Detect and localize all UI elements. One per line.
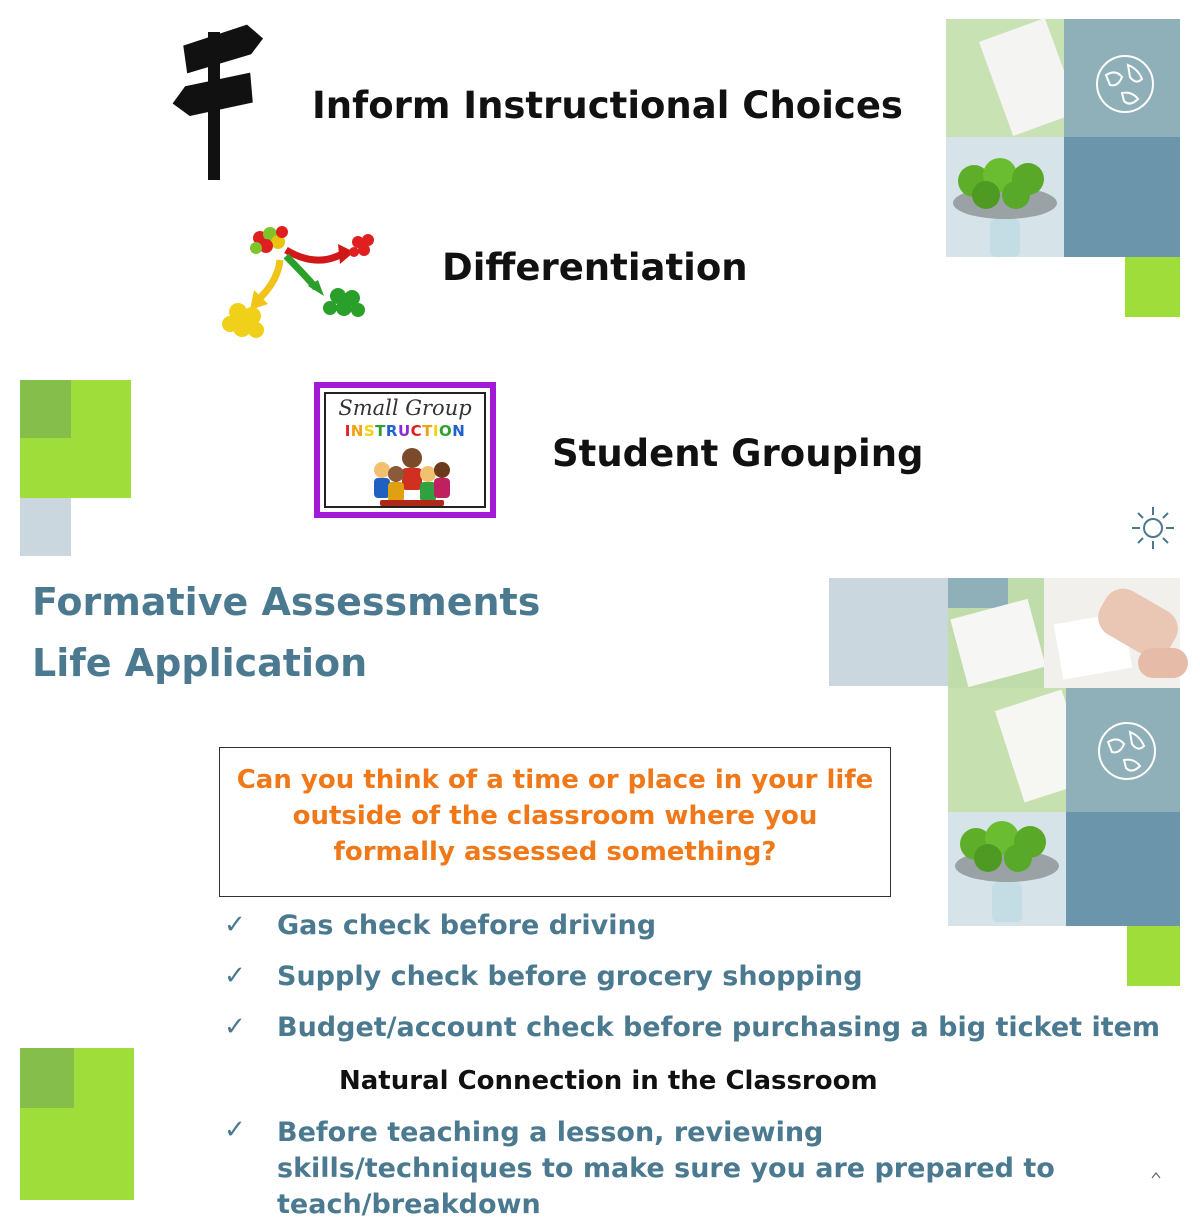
decor-square xyxy=(20,380,71,438)
decor-square xyxy=(829,578,948,686)
question-box xyxy=(219,747,891,897)
checkmark-icon: ✓ xyxy=(224,1115,246,1145)
students-group-icon xyxy=(366,444,458,510)
bullet-text: Before teaching a lesson, reviewing skills/techniques to make sure you are prepared to teach/breakdown xyxy=(277,1117,1055,1220)
heading-student-grouping: Student Grouping xyxy=(552,432,924,475)
bullet-text: Gas check before driving xyxy=(277,910,657,941)
section-subheading: Natural Connection in the Classroom xyxy=(339,1066,878,1096)
heading-inform-instructional-choices: Inform Instructional Choices xyxy=(312,84,903,127)
caret-up-icon xyxy=(1150,1170,1162,1180)
slide-title: Formative Assessments xyxy=(32,580,541,624)
checkmark-icon: ✓ xyxy=(224,910,246,940)
checkmark-icon: ✓ xyxy=(224,961,246,991)
small-group-instruction-badge xyxy=(314,382,496,518)
decor-square xyxy=(20,1048,74,1108)
writing-photo-collage xyxy=(948,578,1180,926)
badge-title: Small Group xyxy=(338,396,472,420)
differentiation-icon xyxy=(220,220,388,342)
heading-differentiation: Differentiation xyxy=(442,246,748,289)
decor-square xyxy=(20,498,71,556)
signpost-icon xyxy=(166,18,270,180)
slide-subtitle: Life Application xyxy=(32,641,368,685)
decor-square xyxy=(1127,926,1180,986)
bullet-text: Supply check before grocery shopping xyxy=(277,961,863,992)
sun-icon xyxy=(1130,505,1176,551)
decor-square xyxy=(1125,257,1180,317)
question-text: Can you think of a time or place in your life outside of the classroom where you formally assessed something? xyxy=(236,765,874,867)
ideas-photo-collage xyxy=(946,19,1180,257)
checkmark-icon: ✓ xyxy=(224,1012,246,1042)
badge-subtitle: INSTRUCTION xyxy=(344,422,466,440)
bullet-text: Budget/account check before purchasing a big ticket item xyxy=(277,1012,1161,1043)
